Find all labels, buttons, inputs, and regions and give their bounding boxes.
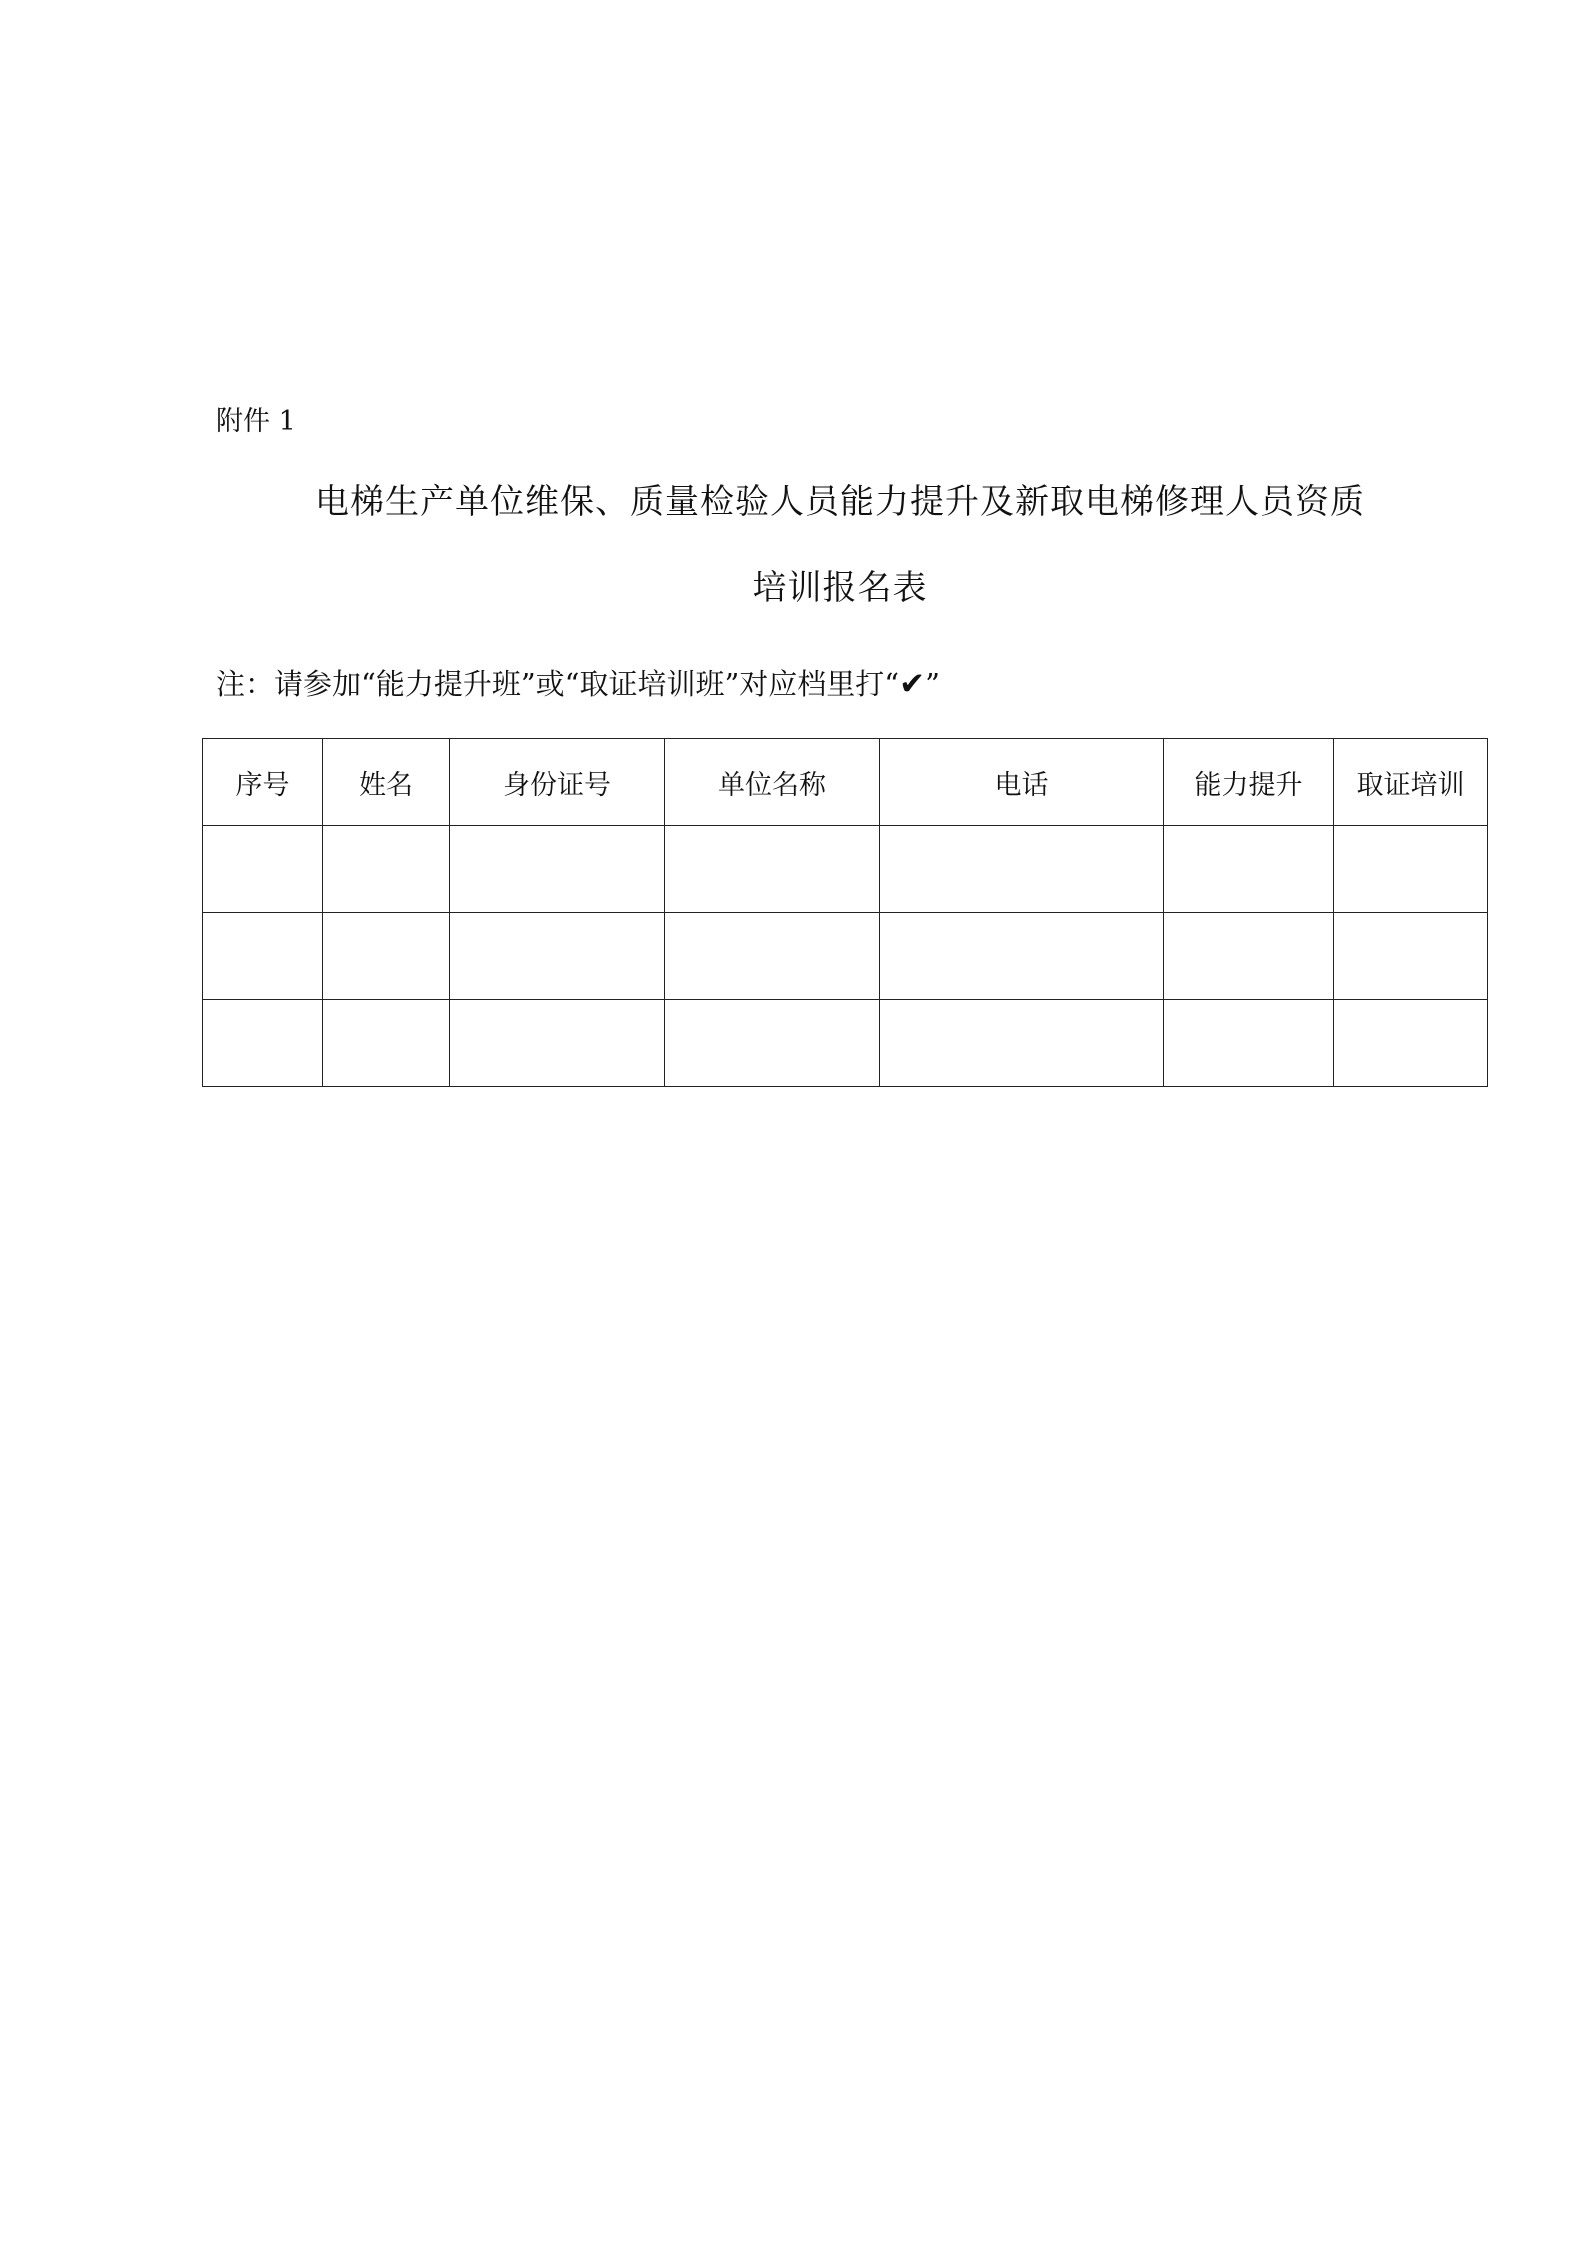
header-ability-improvement: 能力提升 xyxy=(1164,739,1334,826)
cell-certification-training[interactable] xyxy=(1334,913,1488,1000)
cell-id-number[interactable] xyxy=(450,913,665,1000)
cell-name[interactable] xyxy=(323,1000,450,1087)
cell-ability-improvement[interactable] xyxy=(1164,913,1334,1000)
cell-ability-improvement[interactable] xyxy=(1164,826,1334,913)
note-prefix: 注：请参加“能力提升班”或“取证培训班”对应档里打“ xyxy=(216,667,900,701)
cell-ability-improvement[interactable] xyxy=(1164,1000,1334,1087)
cell-certification-training[interactable] xyxy=(1334,826,1488,913)
table-row xyxy=(203,913,1488,1000)
table-header-row xyxy=(203,739,1488,826)
header-name: 姓名 xyxy=(323,739,450,826)
cell-serial-number[interactable] xyxy=(203,826,323,913)
header-serial-number: 序号 xyxy=(203,739,323,826)
attachment-label: 附件 1 xyxy=(216,406,296,437)
table-row xyxy=(203,826,1488,913)
cell-id-number[interactable] xyxy=(450,826,665,913)
header-certification-training: 取证培训 xyxy=(1334,739,1488,826)
cell-certification-training[interactable] xyxy=(1334,1000,1488,1087)
note-suffix: ” xyxy=(925,667,940,701)
instruction-note xyxy=(216,662,940,706)
header-id-number: 身份证号 xyxy=(450,739,665,826)
check-mark-icon: ✔ xyxy=(899,666,926,702)
cell-serial-number[interactable] xyxy=(203,1000,323,1087)
cell-organization[interactable] xyxy=(665,826,880,913)
document-title-line-1: 电梯生产单位维保、质量检验人员能力提升及新取电梯修理人员资质 xyxy=(315,482,1365,522)
registration-table xyxy=(202,738,1488,1087)
header-organization: 单位名称 xyxy=(665,739,880,826)
cell-name[interactable] xyxy=(323,826,450,913)
cell-organization[interactable] xyxy=(665,913,880,1000)
cell-name[interactable] xyxy=(323,913,450,1000)
header-phone: 电话 xyxy=(880,739,1164,826)
cell-phone[interactable] xyxy=(880,826,1164,913)
cell-phone[interactable] xyxy=(880,913,1164,1000)
cell-phone[interactable] xyxy=(880,1000,1164,1087)
cell-id-number[interactable] xyxy=(450,1000,665,1087)
cell-organization[interactable] xyxy=(665,1000,880,1087)
table-row xyxy=(203,1000,1488,1087)
document-title-line-2: 培训报名表 xyxy=(752,568,928,608)
cell-serial-number[interactable] xyxy=(203,913,323,1000)
